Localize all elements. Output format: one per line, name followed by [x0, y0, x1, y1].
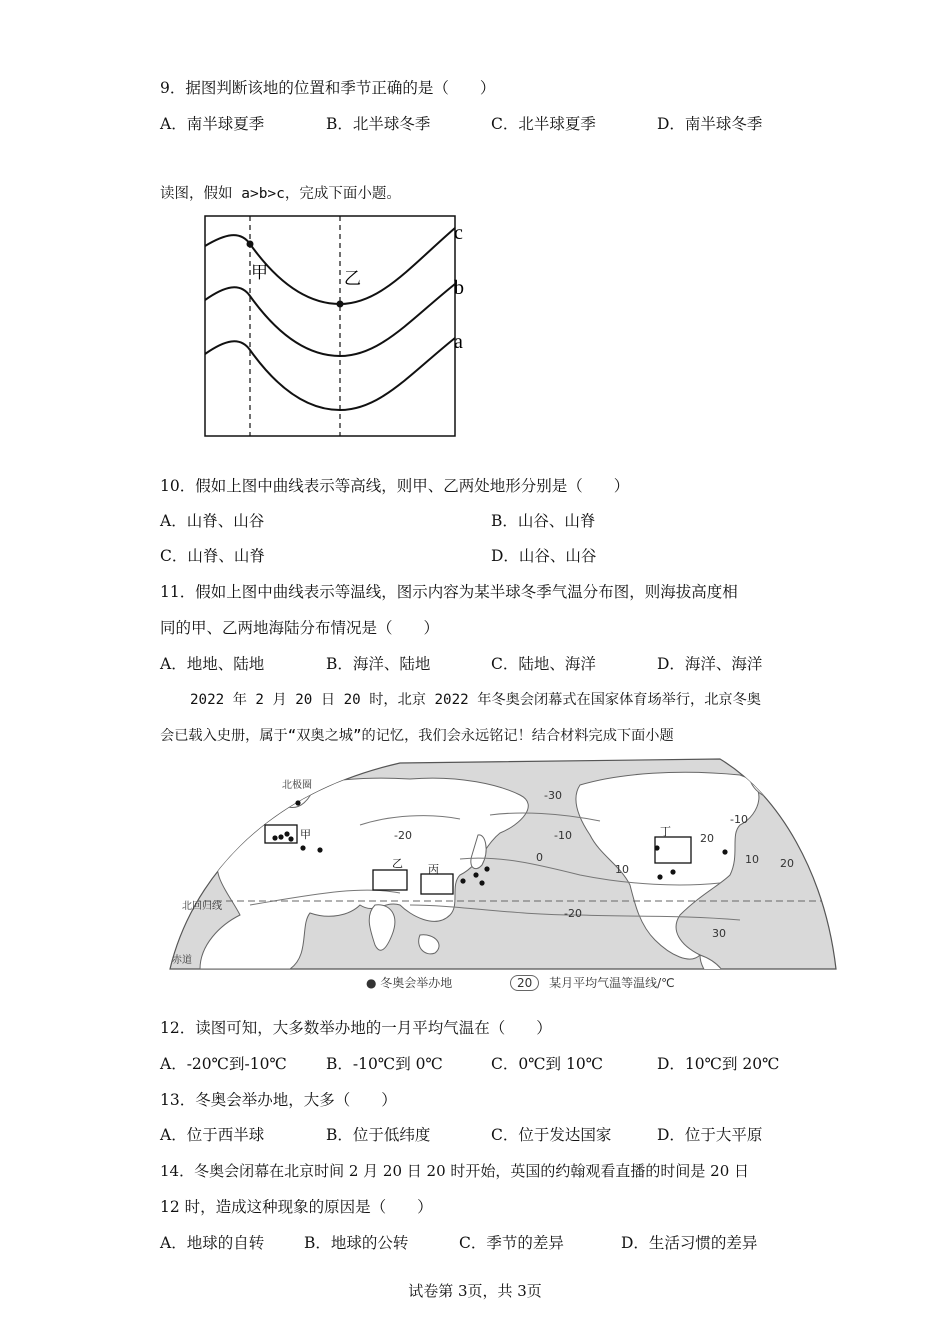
- label-box-bing: 丙: [428, 863, 439, 876]
- material-line2: 会已载入史册，属于“双奥之城”的记忆，我们会永远铭记！结合材料完成下面小题: [160, 728, 674, 744]
- q14-option-c[interactable]: C．季节的差异: [459, 1234, 564, 1252]
- host-dot: [460, 878, 465, 883]
- host-dot: [284, 831, 289, 836]
- q14-option-a[interactable]: A．地球的自转: [160, 1234, 265, 1252]
- label-box-jia: 甲: [300, 828, 311, 841]
- winter-olympics-map: [160, 755, 840, 995]
- q11-option-b[interactable]: B．海洋、陆地: [326, 655, 431, 673]
- host-dot: [317, 847, 322, 852]
- q12-option-c[interactable]: C．0℃到 10℃: [491, 1055, 604, 1073]
- question-11-stem-line1: 11．假如上图中曲线表示等温线，图示内容为某半球冬季气温分布图，则海拔高度相: [160, 583, 738, 601]
- material-line1: 2022 年 2 月 20 日 20 时，北京 2022 年冬奥会闭幕式在国家体育场举行，北京冬奥: [190, 692, 761, 708]
- label-yi: 乙: [344, 269, 361, 288]
- iso-label-6: -10: [730, 813, 748, 826]
- label-b: b: [454, 277, 464, 299]
- jia-point: [247, 241, 254, 248]
- legend-isotherm-value: 20: [510, 975, 539, 991]
- host-dot: [657, 874, 662, 879]
- host-dot: [288, 836, 293, 841]
- q9-option-d[interactable]: D．南半球冬季: [657, 115, 763, 133]
- host-dot: [295, 800, 300, 805]
- host-dot: [272, 835, 277, 840]
- iso-label-4: 0: [536, 851, 543, 864]
- contour-intro: 读图，假如 a>b>c，完成下面小题。: [160, 186, 401, 202]
- label-box-ding: 丁: [660, 825, 671, 838]
- q13-option-c[interactable]: C．位于发达国家: [491, 1126, 612, 1144]
- label-a: a: [454, 331, 463, 353]
- q14-option-b[interactable]: B．地球的公转: [304, 1234, 409, 1252]
- q13-option-a[interactable]: A．位于西半球: [160, 1126, 265, 1144]
- iso-label-10: 20: [780, 857, 794, 870]
- host-dot: [484, 866, 489, 871]
- q10-option-b[interactable]: B．山谷、山脊: [491, 512, 596, 530]
- host-dot: [473, 872, 478, 877]
- host-dot: [479, 880, 484, 885]
- host-dot: [654, 845, 659, 850]
- q9-option-a[interactable]: A．南半球夏季: [160, 115, 265, 133]
- host-dot: [278, 834, 283, 839]
- iso-label-5: 10: [615, 863, 629, 876]
- q9-option-c[interactable]: C．北半球夏季: [491, 115, 596, 133]
- iso-label-3: -10: [554, 829, 572, 842]
- label-tropic: 北回归线: [182, 901, 222, 912]
- legend-host: ● 冬奥会举办地: [366, 976, 453, 990]
- q12-option-b[interactable]: B．-10℃到 0℃: [326, 1055, 443, 1073]
- q14-option-d[interactable]: D．生活习惯的差异: [621, 1234, 758, 1252]
- yi-point: [337, 301, 344, 308]
- q9-option-b[interactable]: B．北半球冬季: [326, 115, 431, 133]
- question-14-stem-line1: 14．冬奥会闭幕在北京时间 2 月 20 日 20 时开始，英国的约翰观看直播的时间是 20 日: [160, 1162, 750, 1180]
- page-footer: 试卷第 3页，共 3页: [408, 1282, 542, 1300]
- question-11-stem-line2: 同的甲、乙两地海陆分布情况是（ ）: [160, 619, 440, 637]
- host-dot: [300, 845, 305, 850]
- q12-option-a[interactable]: A．-20℃到-10℃: [160, 1055, 287, 1073]
- iso-label-8: 20: [700, 832, 714, 845]
- iso-label-7: 10: [745, 853, 759, 866]
- iso-label-9: -20: [564, 907, 582, 920]
- map-legend: [366, 974, 675, 991]
- q12-option-d[interactable]: D．10℃到 20℃: [657, 1055, 780, 1073]
- question-12-stem: 12．读图可知，大多数举办地的一月平均气温在（ ）: [160, 1019, 552, 1037]
- q11-option-d[interactable]: D．海洋、海洋: [657, 655, 763, 673]
- iso-label-11: 30: [712, 927, 726, 940]
- question-13-stem: 13．冬奥会举办地，大多（ ）: [160, 1091, 397, 1109]
- host-dot: [722, 849, 727, 854]
- label-equator: 赤道: [172, 955, 192, 966]
- label-arctic-circle: 北极圈: [282, 780, 312, 791]
- q11-option-c[interactable]: C．陆地、海洋: [491, 655, 596, 673]
- iso-label-1: -30: [544, 789, 562, 802]
- question-14-stem-line2: 12 时，造成这种现象的原因是（ ）: [160, 1198, 433, 1216]
- q10-option-d[interactable]: D．山谷、山谷: [491, 547, 597, 565]
- contour-figure: [200, 212, 480, 442]
- host-dot: [670, 869, 675, 874]
- q10-option-c[interactable]: C．山脊、山脊: [160, 547, 265, 565]
- label-box-yi: 乙: [392, 857, 403, 870]
- question-10-stem: 10．假如上图中曲线表示等高线，则甲、乙两处地形分别是（ ）: [160, 477, 630, 495]
- label-jia: 甲: [251, 263, 268, 282]
- q13-option-b[interactable]: B．位于低纬度: [326, 1126, 431, 1144]
- q13-option-d[interactable]: D．位于大平原: [657, 1126, 763, 1144]
- q11-option-a[interactable]: A．地地、陆地: [160, 655, 265, 673]
- q10-option-a[interactable]: A．山脊、山谷: [160, 512, 265, 530]
- question-9-stem: 9．据图判断该地的位置和季节正确的是（ ）: [160, 79, 496, 97]
- legend-isotherm-text: 某月平均气温等温线/℃: [549, 976, 675, 990]
- iso-label-2: -20: [394, 829, 412, 842]
- label-c: c: [454, 222, 463, 244]
